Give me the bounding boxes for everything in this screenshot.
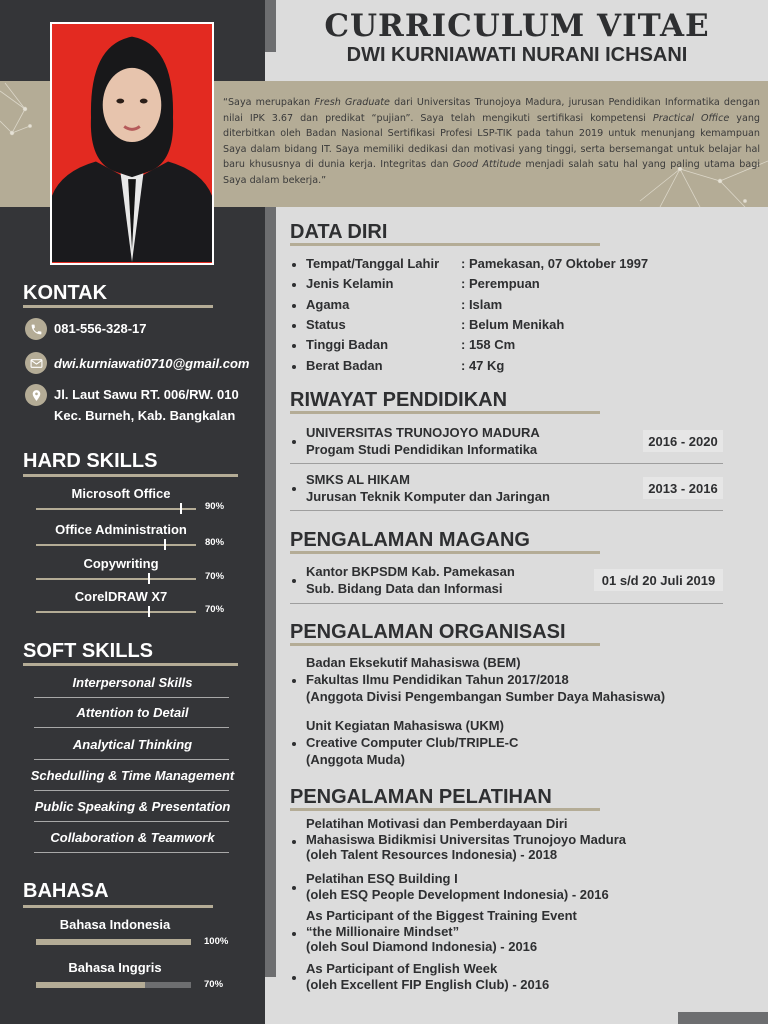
language-percent: 100% — [204, 936, 229, 947]
internship-office: Kantor BKPSDM Kab. Pamekasan — [306, 564, 515, 579]
contact-address-line2: Kec. Burneh, Kab. Bangkalan — [54, 408, 236, 423]
soft-skill-item: Interpersonal Skills — [72, 675, 193, 690]
bullet-icon — [292, 579, 296, 583]
bullet-icon — [292, 263, 296, 267]
training-line: “the Millionaire Mindset” — [306, 923, 460, 939]
personal-info-label: Status — [306, 316, 346, 332]
organization-role: (Anggota Muda) — [306, 752, 405, 767]
pendidikan-underline — [290, 411, 600, 414]
hard-skill-percent: 80% — [205, 537, 225, 548]
bullet-icon — [292, 886, 296, 890]
education-period: 2016 - 2020 — [643, 430, 723, 452]
organization-name: Badan Eksekutif Mahasiswa (BEM) — [306, 655, 521, 670]
hard-skill-label: Microsoft Office — [71, 486, 171, 501]
language-label: Bahasa Inggris — [68, 960, 162, 975]
contact-email: dwi.kurniawati0710@gmail.com — [54, 356, 250, 371]
data-diri-underline — [290, 243, 600, 246]
education-period: 2013 - 2016 — [643, 477, 723, 499]
soft-skill-item: Analytical Thinking — [72, 737, 193, 752]
organization-detail: Fakultas Ilmu Pendidikan Tahun 2017/2018 — [306, 672, 569, 687]
pendidikan-heading: RIWAYAT PENDIDIKAN — [290, 389, 508, 411]
organization-detail: Creative Computer Club/TRIPLE-C — [306, 735, 519, 750]
phone-icon — [25, 318, 47, 340]
internship-divider — [290, 603, 723, 604]
training-line: As Participant of English Week — [306, 961, 498, 976]
soft-skill-divider — [34, 790, 229, 791]
education-institution: SMKS AL HIKAM — [306, 472, 410, 487]
data-diri-heading: DATA DIRI — [290, 221, 388, 243]
personal-info-value: : 47 Kg — [461, 357, 505, 373]
bullet-icon — [292, 679, 296, 683]
magang-underline — [290, 551, 600, 554]
personal-info-label: Agama — [306, 296, 350, 312]
language-bar-fill — [36, 982, 145, 988]
hard-skill-level-marker — [164, 539, 166, 550]
soft-skill-item: Attention to Detail — [76, 705, 189, 720]
hard-skill-track — [36, 544, 196, 546]
person-name: DWI KURNIAWATI NURANI ICHSANI — [346, 44, 688, 66]
contact-address-line1: Jl. Laut Sawu RT. 006/RW. 010 — [54, 387, 239, 402]
hard-skill-level-marker — [148, 573, 150, 584]
person-photo-icon — [52, 24, 212, 263]
magang-heading: PENGALAMAN MAGANG — [290, 529, 530, 551]
personal-info-value: : Perempuan — [461, 276, 540, 292]
bullet-icon — [292, 365, 296, 369]
training-line: As Participant of the Biggest Training Event — [306, 908, 577, 923]
soft-skill-item: Collaboration & Teamwork — [50, 830, 215, 845]
kontak-underline — [23, 305, 213, 308]
bullet-icon — [292, 304, 296, 308]
soft-skills-underline — [23, 663, 238, 666]
personal-info-label: Tempat/Tanggal Lahir — [306, 256, 440, 271]
personal-info-label: Jenis Kelamin — [306, 276, 394, 292]
internship-division: Sub. Bidang Data dan Informasi — [306, 581, 503, 596]
soft-skill-divider — [34, 759, 229, 760]
bahasa-heading: BAHASA — [23, 880, 109, 902]
personal-info-value: : Belum Menikah — [461, 316, 565, 332]
hard-skill-label: CorelDRAW X7 — [74, 589, 168, 604]
hard-skill-track — [36, 578, 196, 580]
bullet-icon — [292, 840, 296, 844]
hard-skill-percent: 70% — [205, 571, 225, 582]
organisasi-underline — [290, 643, 600, 646]
training-line: (oleh Excellent FIP English Club) - 2016 — [306, 976, 550, 992]
hard-skills-underline — [23, 474, 238, 477]
accent-strip-middle — [265, 207, 276, 977]
organization-role: (Anggota Divisi Pengembangan Sumber Daya Mahasiswa) — [306, 689, 666, 704]
soft-skill-item: Schedulling & Time Management — [30, 768, 235, 783]
training-line: Mahasiswa Bidikmisi Universitas Trunojoyo Madura — [306, 831, 627, 847]
page-title: CURRICULUM VITAE — [324, 8, 710, 44]
personal-info-label: Tinggi Badan — [306, 337, 389, 353]
education-divider — [290, 510, 723, 511]
soft-skill-item: Public Speaking & Presentation — [34, 799, 231, 814]
pelatihan-underline — [290, 808, 600, 811]
education-major: Progam Studi Pendidikan Informatika — [306, 442, 538, 457]
bullet-icon — [292, 324, 296, 328]
language-label: Bahasa Indonesia — [59, 917, 171, 932]
internship-period: 01 s/d 20 Juli 2019 — [594, 569, 723, 591]
hard-skill-track — [36, 611, 196, 613]
hard-skill-label: Office Administration — [55, 522, 187, 537]
kontak-heading: KONTAK — [23, 282, 108, 304]
soft-skill-divider — [34, 727, 229, 728]
bullet-icon — [292, 932, 296, 936]
hard-skill-level-marker — [180, 503, 182, 514]
training-line: (oleh Soul Diamond Indonesia) - 2016 — [306, 939, 538, 954]
profile-photo — [50, 22, 214, 265]
personal-info-value: : 158 Cm — [461, 337, 516, 353]
soft-skill-divider — [34, 821, 229, 822]
hard-skills-heading: HARD SKILLS — [23, 450, 158, 472]
bullet-icon — [292, 742, 296, 746]
hard-skill-track — [36, 508, 196, 510]
education-institution: UNIVERSITAS TRUNOJOYO MADURA — [306, 425, 540, 440]
bullet-icon — [292, 440, 296, 444]
mail-icon — [25, 352, 47, 374]
training-line: (oleh Talent Resources Indonesia) - 2018 — [306, 847, 558, 862]
bullet-icon — [292, 487, 296, 491]
hard-skill-percent: 70% — [205, 604, 225, 615]
profile-summary-text: “Saya merupakan Fresh Graduate dari Universitas Trunojoya Madura, jurusan Pendidikan Informatika dengan nilai IPK 3.67 dan predikat “pujian”. Saya telah mengikuti sertifikasi kompetensi Practical Office yang diterbitkan oleh Badan Nasional Sertifikasi Profesi LSP-TIK pada tahun 2019 untuk menunjang kemampuan Saya dalam bidang IT. Saya memiliki dedikasi dan motivasi yang tinggi, serta bersemangat untuk belajar hal baru khususnya di dunia kerja. Integritas dan Good Attitude menjadi salah satu hal yang paling utama bagi Saya dalam bekerja.” — [223, 97, 761, 186]
hard-skill-level-marker — [148, 606, 150, 617]
education-major: Jurusan Teknik Komputer dan Jaringan — [306, 489, 550, 504]
language-bar-fill — [36, 939, 191, 945]
bullet-icon — [292, 976, 296, 980]
contact-phone: 081-556-328-17 — [54, 321, 147, 336]
hard-skill-percent: 90% — [205, 501, 225, 512]
organisasi-heading: PENGALAMAN ORGANISASI — [290, 621, 566, 643]
organization-name: Unit Kegiatan Mahasiswa (UKM) — [306, 718, 504, 733]
training-line: Pelatihan Motivasi dan Pemberdayaan Diri — [306, 816, 568, 831]
pelatihan-heading: PENGALAMAN PELATIHAN — [290, 786, 552, 808]
training-line: Pelatihan ESQ Building I — [306, 871, 458, 886]
soft-skill-divider — [34, 852, 229, 853]
personal-info-label: Berat Badan — [306, 357, 383, 373]
bahasa-underline — [23, 905, 213, 908]
location-pin-icon — [25, 384, 47, 406]
soft-skill-divider — [34, 697, 229, 698]
corner-accent-bar — [678, 1012, 768, 1024]
personal-info-value: : Islam — [461, 296, 503, 312]
hard-skill-label: Copywriting — [83, 556, 159, 571]
training-line: (oleh ESQ People Development Indonesia) - 2016 — [306, 886, 609, 902]
soft-skills-heading: SOFT SKILLS — [23, 640, 153, 662]
education-divider — [290, 463, 723, 464]
personal-info-value: : Pamekasan, 07 Oktober 1997 — [461, 256, 649, 271]
language-percent: 70% — [204, 979, 224, 990]
